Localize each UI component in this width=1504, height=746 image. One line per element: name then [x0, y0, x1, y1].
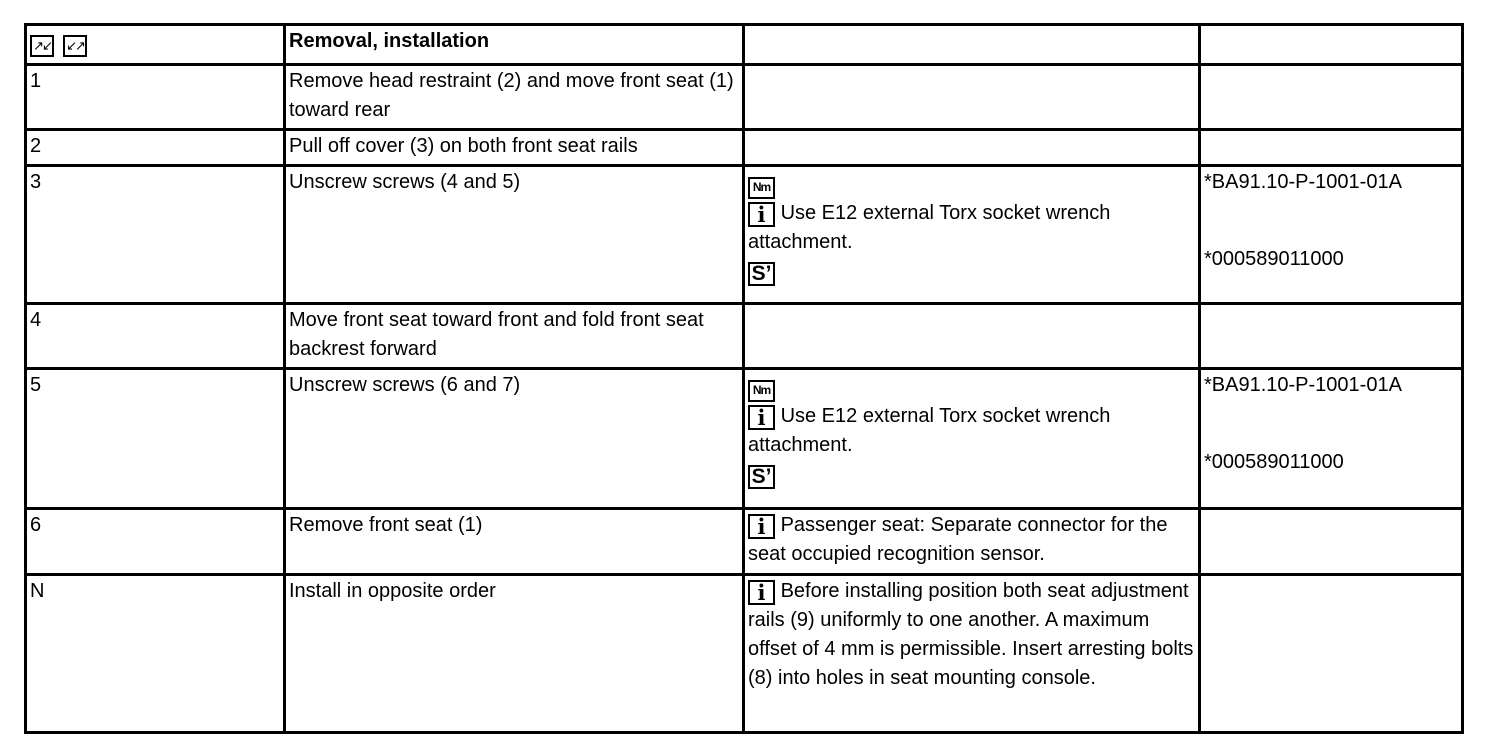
step-note: Passenger seat: Separate connector for the seat occupied recognition sensor.: [748, 514, 1168, 565]
expand-icon[interactable]: ↗↙: [30, 35, 54, 57]
step-ref-cell: [1200, 575, 1463, 733]
header-icons-cell: [26, 25, 285, 65]
step-note-cell: [744, 166, 1200, 304]
step-note-cell: [744, 575, 1200, 733]
step-number: 5: [26, 369, 285, 509]
step-action: Remove front seat (1): [285, 509, 744, 575]
table-row: [26, 304, 1463, 369]
step-action: Unscrew screws (6 and 7): [285, 369, 744, 509]
step-action: Remove head restraint (2) and move front seat (1) toward rear: [285, 65, 744, 130]
step-note-cell: [744, 369, 1200, 509]
step-ref-cell: [1200, 130, 1463, 166]
step-number: N: [26, 575, 285, 733]
procedure-table: [24, 23, 1464, 734]
table-row: [26, 369, 1463, 509]
table-row: [26, 65, 1463, 130]
torque-reference[interactable]: *BA91.10-P-1001-01A: [1204, 171, 1402, 193]
step-number: 6: [26, 509, 285, 575]
step-action: Install in opposite order: [285, 575, 744, 733]
header-empty-cell: [744, 25, 1200, 65]
torque-reference[interactable]: *BA91.10-P-1001-01A: [1204, 374, 1402, 396]
tool-reference[interactable]: *000589011000: [1204, 248, 1344, 270]
table-row: [26, 575, 1463, 733]
header-title: Removal, installation: [285, 25, 744, 65]
step-note-cell: [744, 509, 1200, 575]
step-action: Pull off cover (3) on both front seat rails: [285, 130, 744, 166]
table-row: [26, 130, 1463, 166]
step-ref-cell: [1200, 304, 1463, 369]
step-note: Use E12 external Torx socket wrench attachment.: [748, 202, 1111, 253]
special-tool-icon[interactable]: S’: [748, 465, 775, 489]
header-empty-cell: [1200, 25, 1463, 65]
step-ref-cell: [1200, 509, 1463, 575]
table-row: [26, 509, 1463, 575]
step-number: 4: [26, 304, 285, 369]
step-note-cell: [744, 65, 1200, 130]
step-ref-cell: [1200, 166, 1463, 304]
collapse-icon[interactable]: ↙↗: [63, 35, 87, 57]
step-note: Use E12 external Torx socket wrench attachment.: [748, 405, 1111, 456]
special-tool-icon[interactable]: S’: [748, 262, 775, 286]
torque-icon[interactable]: Nm: [748, 177, 775, 199]
step-note: Before installing position both seat adjustment rails (9) uniformly to one another. A maximum offset of 4 mm is permissible. Insert arresting bolts (8) into holes in seat mounting console.: [748, 580, 1194, 689]
info-icon: i: [748, 405, 775, 430]
step-action: Unscrew screws (4 and 5): [285, 166, 744, 304]
step-action: Move front seat toward front and fold front seat backrest forward: [285, 304, 744, 369]
step-number: 2: [26, 130, 285, 166]
step-ref-cell: [1200, 65, 1463, 130]
step-number: 1: [26, 65, 285, 130]
step-ref-cell: [1200, 369, 1463, 509]
step-note-cell: [744, 304, 1200, 369]
info-icon: i: [748, 202, 775, 227]
table-header-row: [26, 25, 1463, 65]
step-number: 3: [26, 166, 285, 304]
torque-icon[interactable]: Nm: [748, 380, 775, 402]
info-icon: i: [748, 580, 775, 605]
tool-reference[interactable]: *000589011000: [1204, 451, 1344, 473]
info-icon: i: [748, 514, 775, 539]
table-row: [26, 166, 1463, 304]
step-note-cell: [744, 130, 1200, 166]
